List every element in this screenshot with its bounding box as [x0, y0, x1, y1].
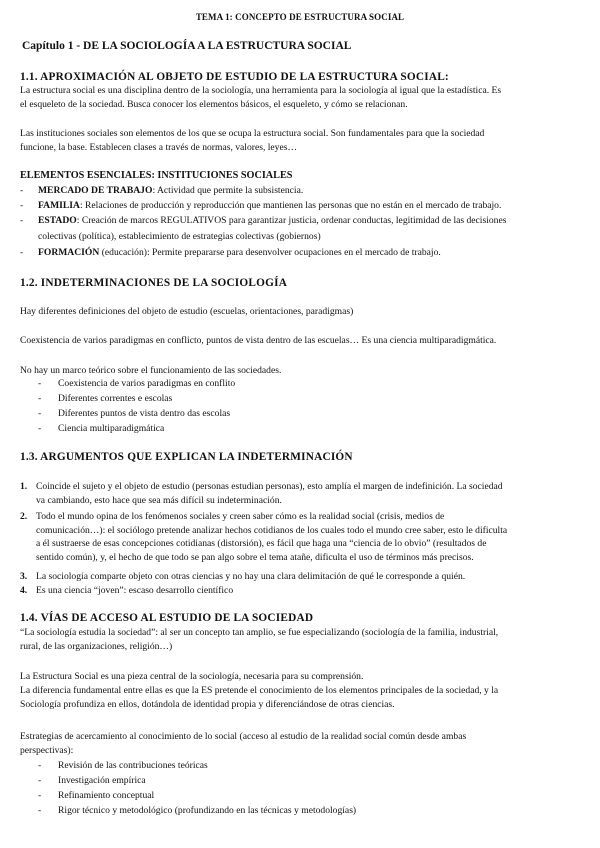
item-number: 4.: [20, 585, 28, 596]
institution-term: MERCADO DE TRABAJO: [38, 185, 153, 196]
item-line: va cambiando, esto hace que sea más difícil su indeterminación.: [36, 494, 282, 506]
bullet-dash: -: [38, 775, 42, 786]
bullet-dash: -: [20, 215, 24, 226]
list-item-text: Revisión de las contribuciones teóricas: [58, 760, 208, 771]
section-1-2-heading: 1.2. INDETERMINACIONES DE LA SOCIOLOGÍA: [20, 277, 288, 289]
institution-term: FAMILIA: [38, 200, 80, 211]
paragraph-line: rural, de las organizaciones, religión…): [20, 641, 173, 652]
item-line: La sociología comparte objeto con otras ciencias y no hay una clara delimitación de qué le corresponde a quién.: [36, 571, 466, 582]
list-item-text: Investigación empírica: [58, 775, 146, 786]
bullet-dash: -: [38, 423, 42, 434]
document-header: TEMA 1: CONCEPTO DE ESTRUCTURA SOCIAL: [195, 12, 405, 22]
item-line: a él sustraerse de esas concepciones cotidianas (distorsión), es fácil que haga una “ciencia de lo obvio” (resultados de: [36, 538, 487, 550]
institution-description: colectivas (política), establecimiento de estrategias colectivas (gobiernos): [38, 231, 321, 242]
chapter-title: Capítulo 1 - DE LA SOCIOLOGÍA A LA ESTRUCTURA SOCIAL: [22, 40, 352, 52]
bullet-dash: -: [38, 790, 42, 801]
bullet-dash: -: [20, 247, 24, 258]
bullet-dash: -: [38, 760, 42, 771]
list-item-text: Coexistencia de varios paradigmas en conflito: [58, 378, 236, 389]
item-number: 3.: [20, 571, 28, 582]
paragraph-line: Las instituciones sociales son elementos de los que se ocupa la estructura social. Son fundamentales para que la sociedad: [20, 128, 485, 139]
list-item-text: Diferentes correntes e escolas: [58, 393, 173, 404]
section-1-2-paragraph-1: Hay diferentes definiciones del objeto de estudio (escuelas, orientaciones, paradigmas): [20, 306, 354, 317]
institution-description: : Relaciones de producción y reproducción que mantienen las personas que no están en el mercado de trabajo.: [79, 200, 502, 211]
item-line: comunicación…): el sociólogo pretende analizar hechos cotidianos de los cuales todo el mundo cree saber, esto le dificulta: [36, 524, 508, 536]
item-line: Es una ciencia “joven”: escaso desarrollo científico: [36, 585, 234, 596]
section-1-2-paragraph-2: Coexistencia de varios paradigmas en conflicto, puntos de vista dentro de las escuelas… Es una ciencia multiparadigmática.: [20, 335, 497, 346]
section-1-2-paragraph-3: No hay un marco teórico sobre el funcionamiento de las sociedades.: [20, 365, 282, 376]
bullet-dash: -: [38, 805, 42, 816]
list-item-text: Diferentes puntos de vista dentro das escolas: [58, 408, 231, 419]
item-line: Todo el mundo opina de los fenómenos sociales y creen saber cómo es la realidad social (crisis, medios de: [36, 511, 445, 522]
item-number: 2.: [20, 511, 28, 522]
institution-description: : Actividad que permite la subsistencia.: [152, 185, 304, 196]
paragraph-line: funcione, la base. Establecen clases a través de normas, valores, leyes…: [20, 142, 298, 153]
item-line: Coincide el sujeto y el objeto de estudio (personas estudian personas), esto amplía el margen de indefinición. La sociedad: [36, 481, 503, 492]
paragraph-line: perspectivas):: [20, 745, 74, 756]
paragraph-line: el esqueleto de la sociedad. Busca conocer los elementos básicos, el esqueleto, y cómo se relacionan.: [20, 99, 408, 110]
bullet-dash: -: [38, 408, 42, 419]
institutions-subheading: ELEMENTOS ESENCIALES: INSTITUCIONES SOCIALES: [20, 170, 293, 181]
section-1-4-paragraph-3: [20, 730, 466, 758]
paragraph-line: La diferencia fundamental entre ellas es que la ES pretende el conocimiento de los elementos principales de la sociedad, y la: [20, 685, 499, 696]
paragraph-line: La Estructura Social es una pieza central de la sociología, necesaria para su comprensión.: [20, 671, 364, 682]
institution-term: ESTADO: [38, 215, 77, 226]
bullet-dash: -: [38, 393, 42, 404]
paragraph-line: La estructura social es una disciplina dentro de la sociología, una herramienta para la sociología al igual que la estadística. Es: [20, 85, 502, 96]
paragraph-line: Sociología profundiza en ellos, dotándola de identidad propia y diferenciándose de otras ciencias.: [20, 699, 395, 710]
section-1-3-heading: 1.3. ARGUMENTOS QUE EXPLICAN LA INDETERMINACIÓN: [20, 451, 353, 463]
paragraph-line: “La sociología estudia la sociedad”: al ser un concepto tan amplio, se fue especializando (sociología de la familia, industrial,: [20, 627, 499, 638]
item-number: 1.: [20, 481, 28, 492]
bullet-dash: -: [20, 185, 24, 196]
section-1-1-paragraph-2: [20, 127, 484, 155]
list-item-text: Ciencia multiparadigmática: [58, 423, 165, 434]
section-1-4-heading: 1.4. VÍAS DE ACCESO AL ESTUDIO DE LA SOCIEDAD: [20, 612, 314, 624]
institution-description: (educación): Permite prepararse para desenvolver ocupaciones en el mercado de trabajo.: [99, 247, 441, 258]
bullet-dash: -: [38, 378, 42, 389]
section-1-4-paragraph-1: [20, 626, 498, 654]
institution-term: FORMACIÓN: [38, 247, 100, 258]
section-1-1-paragraph-1: [20, 84, 501, 112]
institution-description: : Creación de marcos REGULATIVOS para garantizar justicia, ordenar conductas, legitimidad de las decisiones: [76, 215, 507, 226]
section-1-1-heading: 1.1. APROXIMACIÓN AL OBJETO DE ESTUDIO DE LA ESTRUCTURA SOCIAL:: [20, 71, 449, 83]
list-item-text: Rigor técnico y metodológico (profundizando en las técnicas y metodologías): [58, 805, 357, 816]
list-item-text: Refinamiento conceptual: [58, 790, 155, 801]
item-line: sentido común), y, el hecho de que todo se pan algo sobre el tema atañe, dificulta el uso de términos más precisos.: [36, 551, 474, 563]
bullet-dash: -: [20, 200, 24, 211]
section-1-4-paragraph-2: [20, 670, 498, 712]
paragraph-line: Estrategias de acercamiento al conocimiento de lo social (acceso al estudio de la realidad social común desde ambas: [20, 731, 467, 742]
